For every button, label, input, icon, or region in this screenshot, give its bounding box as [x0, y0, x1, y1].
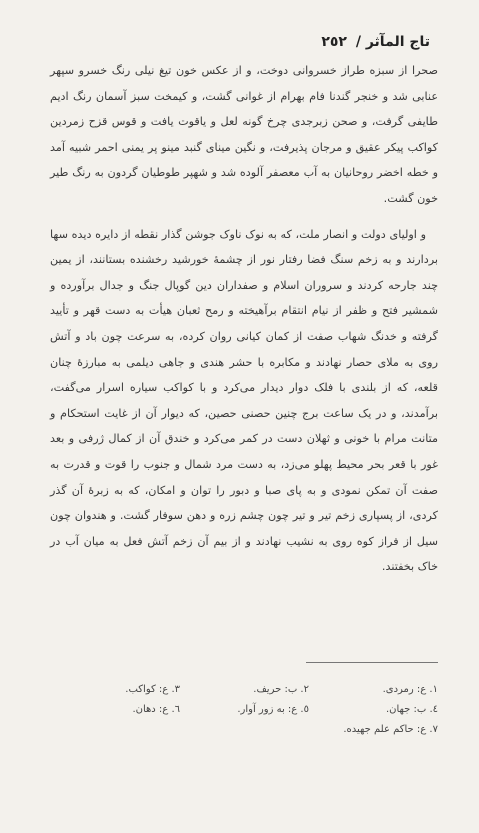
footnote-row: [50, 700, 438, 720]
paragraph-1: صحرا از سبزه طراز خسروانی دوخت، و از عکس خون تیغ نیلی رنگ خسرو سپهر عنابی شد و خنجر گندنا فام بهرام از غوانی گشت، و کیمخت سبز آسمان رنگ ادیم طایفی گرفت، و صحن زبرجدی چرخ گونه لعل و یاقوت یافت و قوس قزح زمردین کواکب پیکر عقیق و مرجان پذیرفت، و نگین مینای گنبد مینو پر یمنی احمر شبیه آمد و خطه اخضر روحانیان به آب معصفر آلوده شد و شهپر طوطیان گردون به رنگ طیر خون گشت.: [50, 64, 438, 205]
footnote: ٦. ع: دهان.: [132, 704, 180, 715]
footnote-row: [50, 680, 438, 700]
footnote: ٤. ب: جهان.: [385, 704, 438, 715]
paragraph-2: و اولیای دولت و انصار ملت، که به نوک ناوک جوشن گذار نقطه از دایره دیده سها بردارند و به زخم سنگ فضا رفتار نور از چشمهٔ خورشید رخشنده بستانند، از یمین چند جارحه کردند و سروران اسلام و صفداران دین گوپال جنگ و جدال برآورده و شمشیر فتح و ظفر از نیام انتقام برآهیخته و رمح ثعبان هیأت به دست قهر و تأیید گرفته و خدنگ شهاب صفت از کمان کیانی روان کرده، به سرعت چون باد و آتش روی به ملای حصار نهادند و مکابره با حشر هندی و جاهی دیلمی به مبارزهٔ چنان قلعه، که از بلندی با فلک دوار دیدار می‌کرد و با کواکب سیاره اسرار می‌گفت، برآمدند، و در یک ساعت برج چنین حصنی حصین، که دیوار آن از غایت استحکام و متانت مرام با خونی و ثهلان دست در کمر می‌کرد و خندق آن از کمال ژرفی و بعد غور با قعر بحر محیط پهلو می‌زد، به دست مرد شمال و جنوب را قوت و قدرت به صفت آن تمکن نمودی و به پای صبا و دبور را توان و امکان، که به زبرهٔ آن گذر کردی، از پسپاری زخم تیر و تیر چون چشم زره و دهن سوفار گشت. و هندوان چون سیل از فراز کوه روی به نشیب نهادند و از بیم آن زخم آتش فعل به میان آب در خاک بخفتند.: [50, 227, 438, 574]
page-header: تاج المآثر / ٢٥٢: [321, 34, 430, 50]
footnote: ٥. ع: به زور آوار.: [237, 704, 309, 715]
footnote: ٣. ع: کواکب.: [125, 684, 180, 695]
footnotes: [50, 680, 438, 740]
footnote-divider: [306, 662, 438, 663]
footnote: ٧. ع: حاکم علم جهیده.: [343, 724, 438, 735]
main-text: [50, 58, 438, 590]
footnote: ١. ع: رمردی.: [382, 684, 438, 695]
footnote-row: [50, 720, 438, 740]
footnote: ٢. ب: حریف.: [253, 684, 309, 695]
running-title: تاج المآثر: [365, 34, 430, 50]
page-number: ٢٥٢: [321, 34, 347, 50]
